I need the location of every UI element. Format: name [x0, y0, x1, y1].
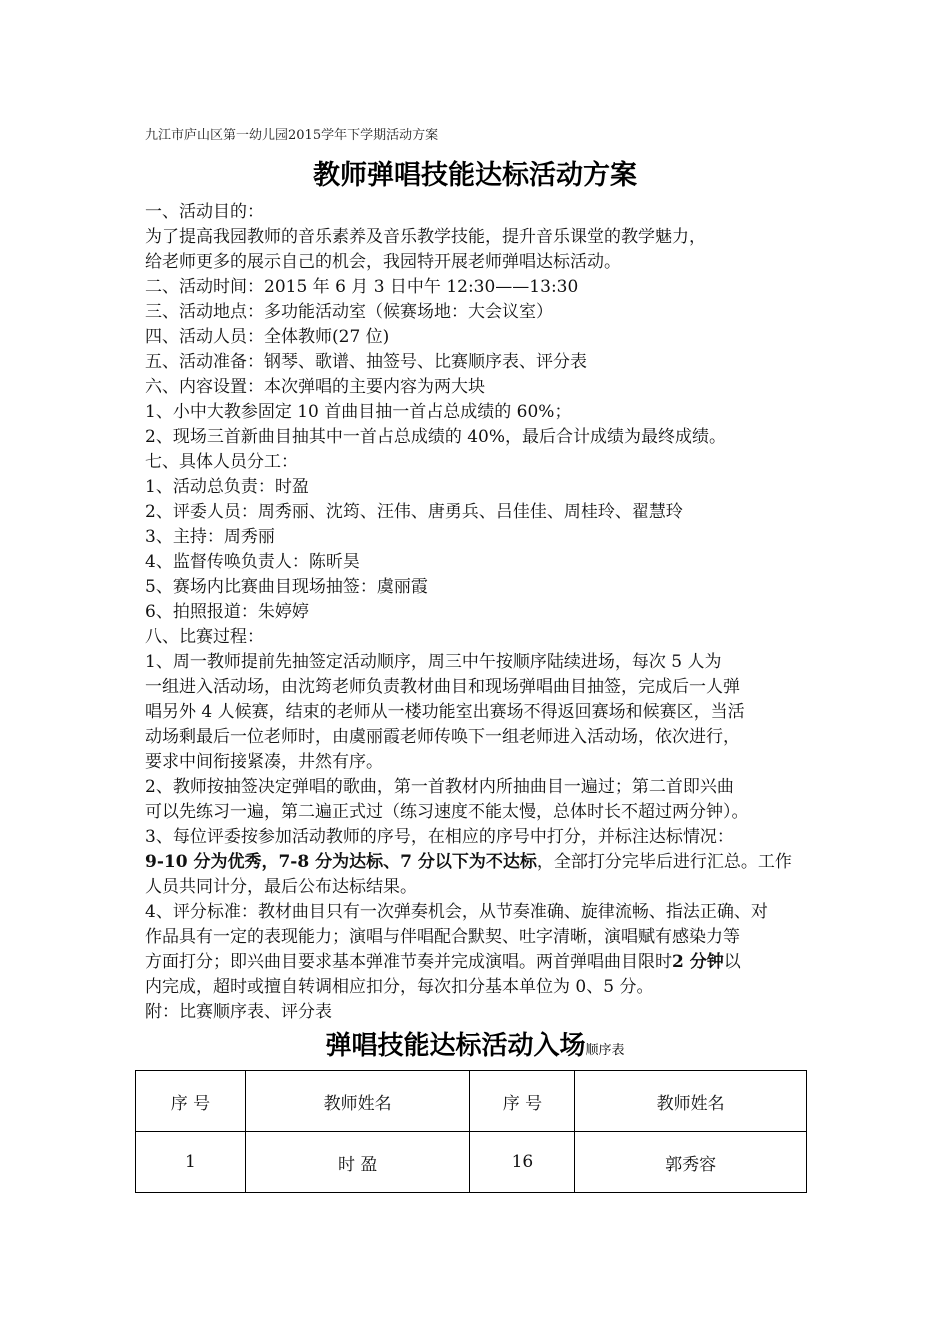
- table-cell: 郭秀容: [575, 1132, 807, 1193]
- document-header: 九江市庐山区第一幼儿园2015学年下学期活动方案: [145, 128, 439, 143]
- body-line: 2、评委人员：周秀丽、沈筠、汪伟、唐勇兵、吕佳佳、周桂玲、翟慧玲: [145, 502, 683, 522]
- body-line: 给老师更多的展示自己的机会，我园特开展老师弹唱达标活动。: [145, 252, 621, 272]
- table-cell: 1: [136, 1132, 246, 1193]
- body-line: [145, 950, 815, 975]
- body-line: 1、活动总负责：时盈: [145, 477, 309, 497]
- table-header-row: [136, 1071, 807, 1132]
- body-line: 一、活动目的：: [145, 202, 264, 222]
- document-title: 教师弹唱技能达标活动方案: [313, 160, 637, 191]
- table-header-cell: 序 号: [470, 1071, 575, 1132]
- body-line: 四、活动人员：全体教师(27 位): [145, 327, 390, 347]
- time-limit-rest: 以: [723, 952, 741, 972]
- order-table: [135, 1070, 807, 1193]
- table-cell: 16: [470, 1132, 575, 1193]
- body-line: 五、活动准备：钢琴、歌谱、抽签号、比赛顺序表、评分表: [145, 352, 587, 372]
- table-header-cell: 序 号: [136, 1071, 246, 1132]
- body-line: 八、比赛过程：: [145, 627, 264, 647]
- body-line: 3、每位评委按参加活动教师的序号，在相应的序号中打分，并标注达标情况：: [145, 827, 734, 847]
- body-line: 附：比赛顺序表、评分表: [145, 1002, 332, 1022]
- score-line-rest: ，全部打分完毕后进行汇总。工作: [536, 852, 792, 872]
- table-title: [0, 1026, 950, 1071]
- body-line: 为了提高我园教师的音乐素养及音乐教学技能，提升音乐课堂的教学魅力，: [145, 227, 706, 247]
- body-line: 4、监督传唤负责人：陈昕昊: [145, 552, 360, 572]
- body-line: 二、活动时间：2015 年 6 月 3 日中午 12:30——13:30: [145, 277, 579, 297]
- body-line: 5、赛场内比赛曲目现场抽签：虞丽霞: [145, 577, 428, 597]
- time-limit-bold: 2 分钟: [672, 952, 724, 972]
- body-line: 动场剩最后一位老师时，由虞丽霞老师传唤下一组老师进入活动场，依次进行，: [145, 727, 740, 747]
- body-line: 三、活动地点：多功能活动室（候赛场地：大会议室）: [145, 302, 553, 322]
- table-header-cell: 教师姓名: [575, 1071, 807, 1132]
- body-line: 4、评分标准：教材曲目只有一次弹奏机会，从节奏准确、旋律流畅、指法正确、对: [145, 902, 768, 922]
- body-line: 1、周一教师提前先抽签定活动顺序，周三中午按顺序陆续进场，每次 5 人为: [145, 652, 722, 672]
- body-line: 内完成，超时或擅自转调相应扣分，每次扣分基本单位为 0、5 分。: [145, 977, 654, 997]
- body-line: 2、现场三首新曲目抽其中一首占总成绩的 40%，最后合计成绩为最终成绩。: [145, 427, 727, 447]
- body-line: [145, 850, 815, 875]
- table-cell: 时 盈: [245, 1132, 470, 1193]
- body-line: 6、拍照报道：朱婷婷: [145, 602, 309, 622]
- body-line: 人员共同计分，最后公布达标结果。: [145, 877, 417, 897]
- body-line: 2、教师按抽签决定弹唱的歌曲，第一首教材内所抽曲目一遍过；第二首即兴曲: [145, 777, 734, 797]
- time-limit-text: 方面打分；即兴曲目要求基本弹准节奏并完成演唱。两首弹唱曲目限时: [145, 952, 672, 972]
- body-line: 作品具有一定的表现能力；演唱与伴唱配合默契、吐字清晰，演唱赋有感染力等: [145, 927, 740, 947]
- score-criteria-bold: 9-10 分为优秀，7-8 分为达标、7 分以下为不达标: [145, 852, 537, 872]
- body-line: 可以先练习一遍，第二遍正式过（练习速度不能太慢，总体时长不超过两分钟）。: [145, 802, 749, 822]
- body-line: 六、内容设置：本次弹唱的主要内容为两大块: [145, 377, 485, 397]
- body-line: 3、主持：周秀丽: [145, 527, 275, 547]
- body-line: 1、小中大教参固定 10 首曲目抽一首占总成绩的 60%；: [145, 402, 572, 422]
- body-line: 七、具体人员分工：: [145, 452, 298, 472]
- body-line: 唱另外 4 人候赛，结束的老师从一楼功能室出赛场不得返回赛场和候赛区，当活: [145, 702, 745, 722]
- body-line: 要求中间衔接紧凑，井然有序。: [145, 752, 383, 772]
- table-title-suffix: 顺序表: [585, 1043, 625, 1058]
- table-title-main: 弹唱技能达标活动入场: [325, 1031, 586, 1061]
- body-line: 一组进入活动场，由沈筠老师负责教材曲目和现场弹唱曲目抽签，完成后一人弹: [145, 677, 740, 697]
- table-header-cell: 教师姓名: [245, 1071, 470, 1132]
- table-row: [136, 1132, 807, 1193]
